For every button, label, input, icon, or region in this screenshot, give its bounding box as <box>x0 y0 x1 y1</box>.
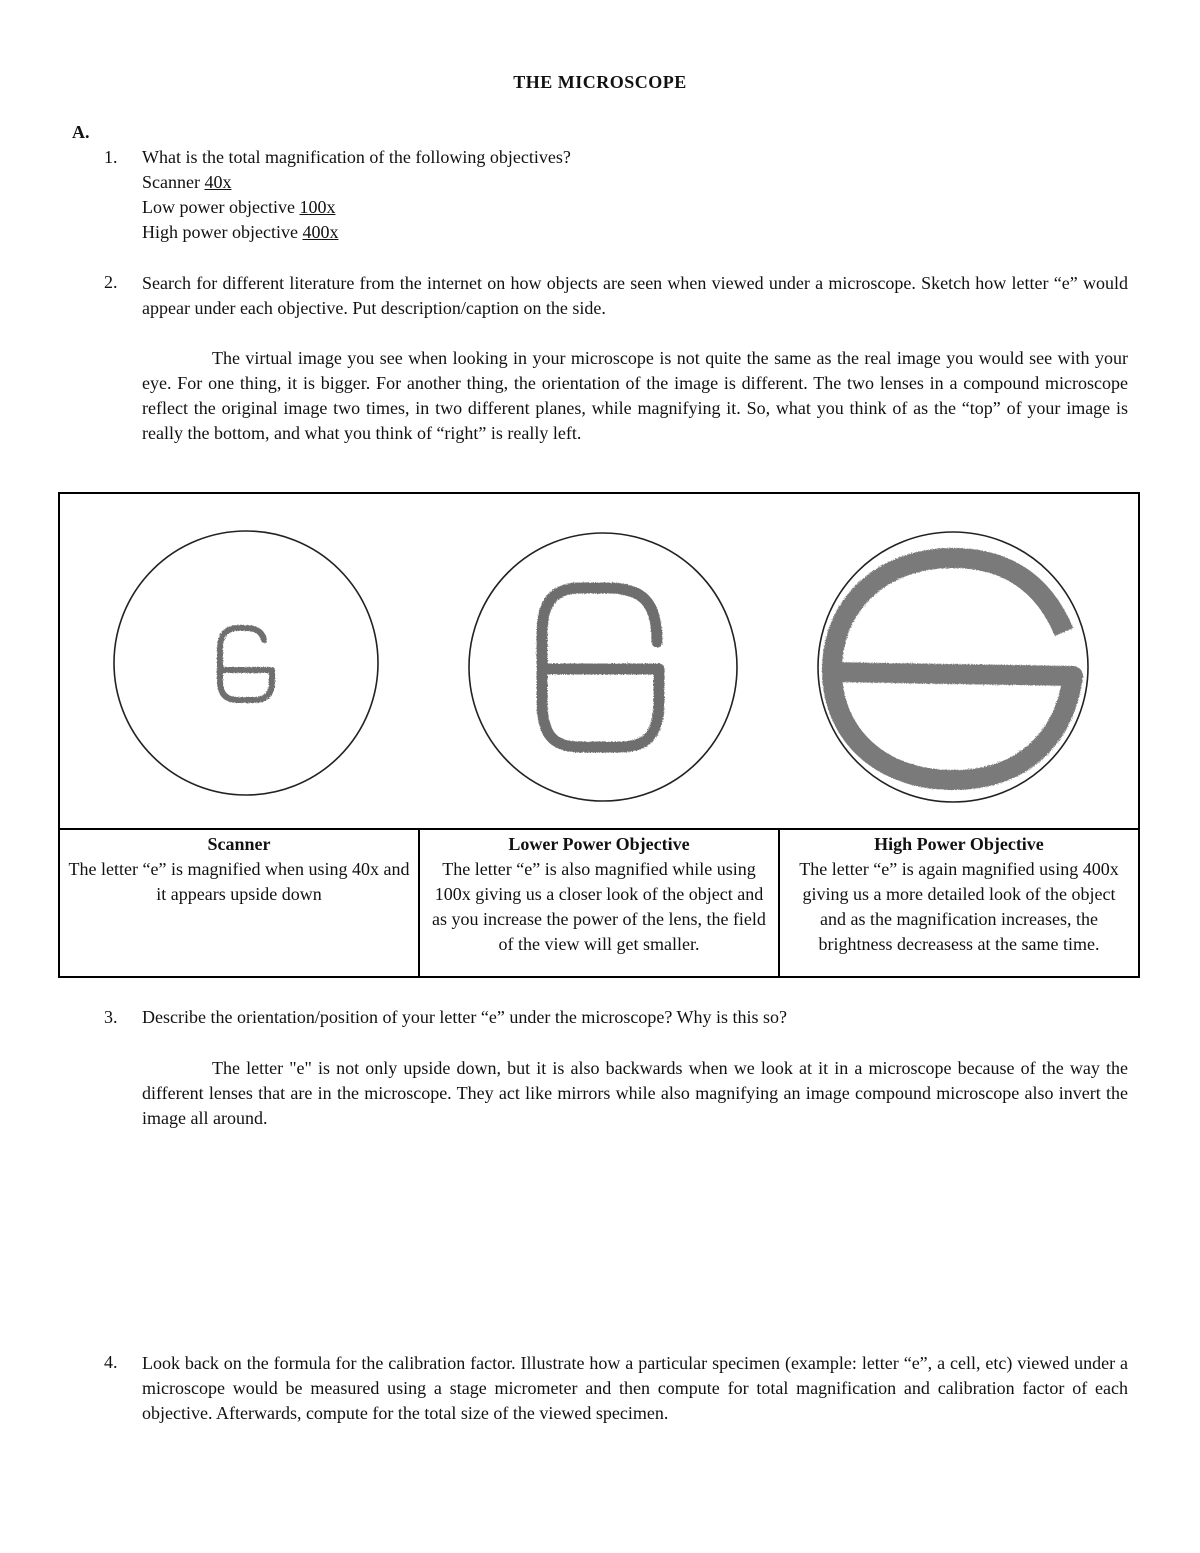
q1-item-label: High power objective <box>142 222 303 242</box>
caption-text: The letter “e” is magnified when using 40x and it appears upside down <box>68 859 410 904</box>
q1-item-high-power <box>142 222 338 243</box>
figure-table <box>58 492 1140 978</box>
q2-question: Search for different literature from the internet on how objects are seen when viewed under a microscope. Sketch how letter “e” would appear under each objective. Put description/caption on the side. <box>142 273 1128 318</box>
q3-number: 3. <box>104 1007 118 1027</box>
high-power-field-of-view <box>818 532 1088 802</box>
low-power-letter-e-sketch <box>542 588 659 747</box>
q1-item-value: 100x <box>299 197 336 217</box>
q1-item-scanner <box>142 172 231 193</box>
q1-item-low-power <box>142 197 335 218</box>
section-label: A. <box>72 122 90 142</box>
q2-answer <box>142 346 1128 446</box>
q4-question: Look back on the formula for the calibration factor. Illustrate how a particular specimen (example: letter “e”, a cell, etc) viewed under a microscope would be measured using a stage micrometer and then compute for total magnification and calibration factor of each objective. Afterwards, compute for the total size of the viewed specimen. <box>142 1353 1128 1423</box>
scanner-field-of-view <box>114 531 378 795</box>
sketch-area <box>60 494 1138 828</box>
q1-item-value: 40x <box>204 172 232 192</box>
caption-text: The letter “e” is also magnified while using 100x giving us a closer look of the object and as you increase the power of the lens, the field of the view will get smaller. <box>432 859 766 954</box>
caption-low-power <box>420 830 780 976</box>
caption-text: The letter “e” is again magnified using 400x giving us a more detailed look of the object and as the magnification increases, the brightness decreasess at the same time. <box>799 859 1119 954</box>
q4-number: 4. <box>104 1352 118 1372</box>
caption-heading: Scanner <box>207 834 271 854</box>
q1-item-label: Scanner <box>142 172 205 192</box>
q1-question: What is the total magnification of the following objectives? <box>142 147 571 167</box>
page-title: THE MICROSCOPE <box>513 72 687 92</box>
caption-scanner <box>60 830 420 976</box>
scanner-letter-e-sketch <box>220 628 272 700</box>
high-power-letter-e-sketch <box>828 558 1073 780</box>
caption-heading: High Power Objective <box>874 834 1044 854</box>
q1-item-label: Low power objective <box>142 197 300 217</box>
caption-high-power <box>780 830 1138 976</box>
caption-row <box>60 830 1138 976</box>
low-power-field-of-view <box>469 533 737 801</box>
q1-number: 1. <box>104 147 118 167</box>
caption-heading: Lower Power Objective <box>508 834 690 854</box>
q3-answer <box>142 1056 1128 1131</box>
drawing-row <box>60 494 1138 830</box>
q3-question: Describe the orientation/position of your letter “e” under the microscope? Why is this so? <box>142 1007 787 1027</box>
q1-item-value: 400x <box>302 222 339 242</box>
q3-answer-text: The letter "e" is not only upside down, but it is also backwards when we look at it in a microscope because of the way the different lenses that are in the microscope. They act like mirrors while also magnifying an image compound microscope also invert the image all around. <box>142 1058 1128 1128</box>
q2-number: 2. <box>104 272 118 292</box>
q2-answer-text: The virtual image you see when looking in your microscope is not quite the same as the real image you would see with your eye. For one thing, it is bigger. For another thing, the orientation of the image is different. The two lenses in a compound microscope reflect the original image two times, in two different planes, while magnifying it. So, what you think of as the “top” of your image is really the bottom, and what you think of “right” is really left. <box>142 348 1128 443</box>
